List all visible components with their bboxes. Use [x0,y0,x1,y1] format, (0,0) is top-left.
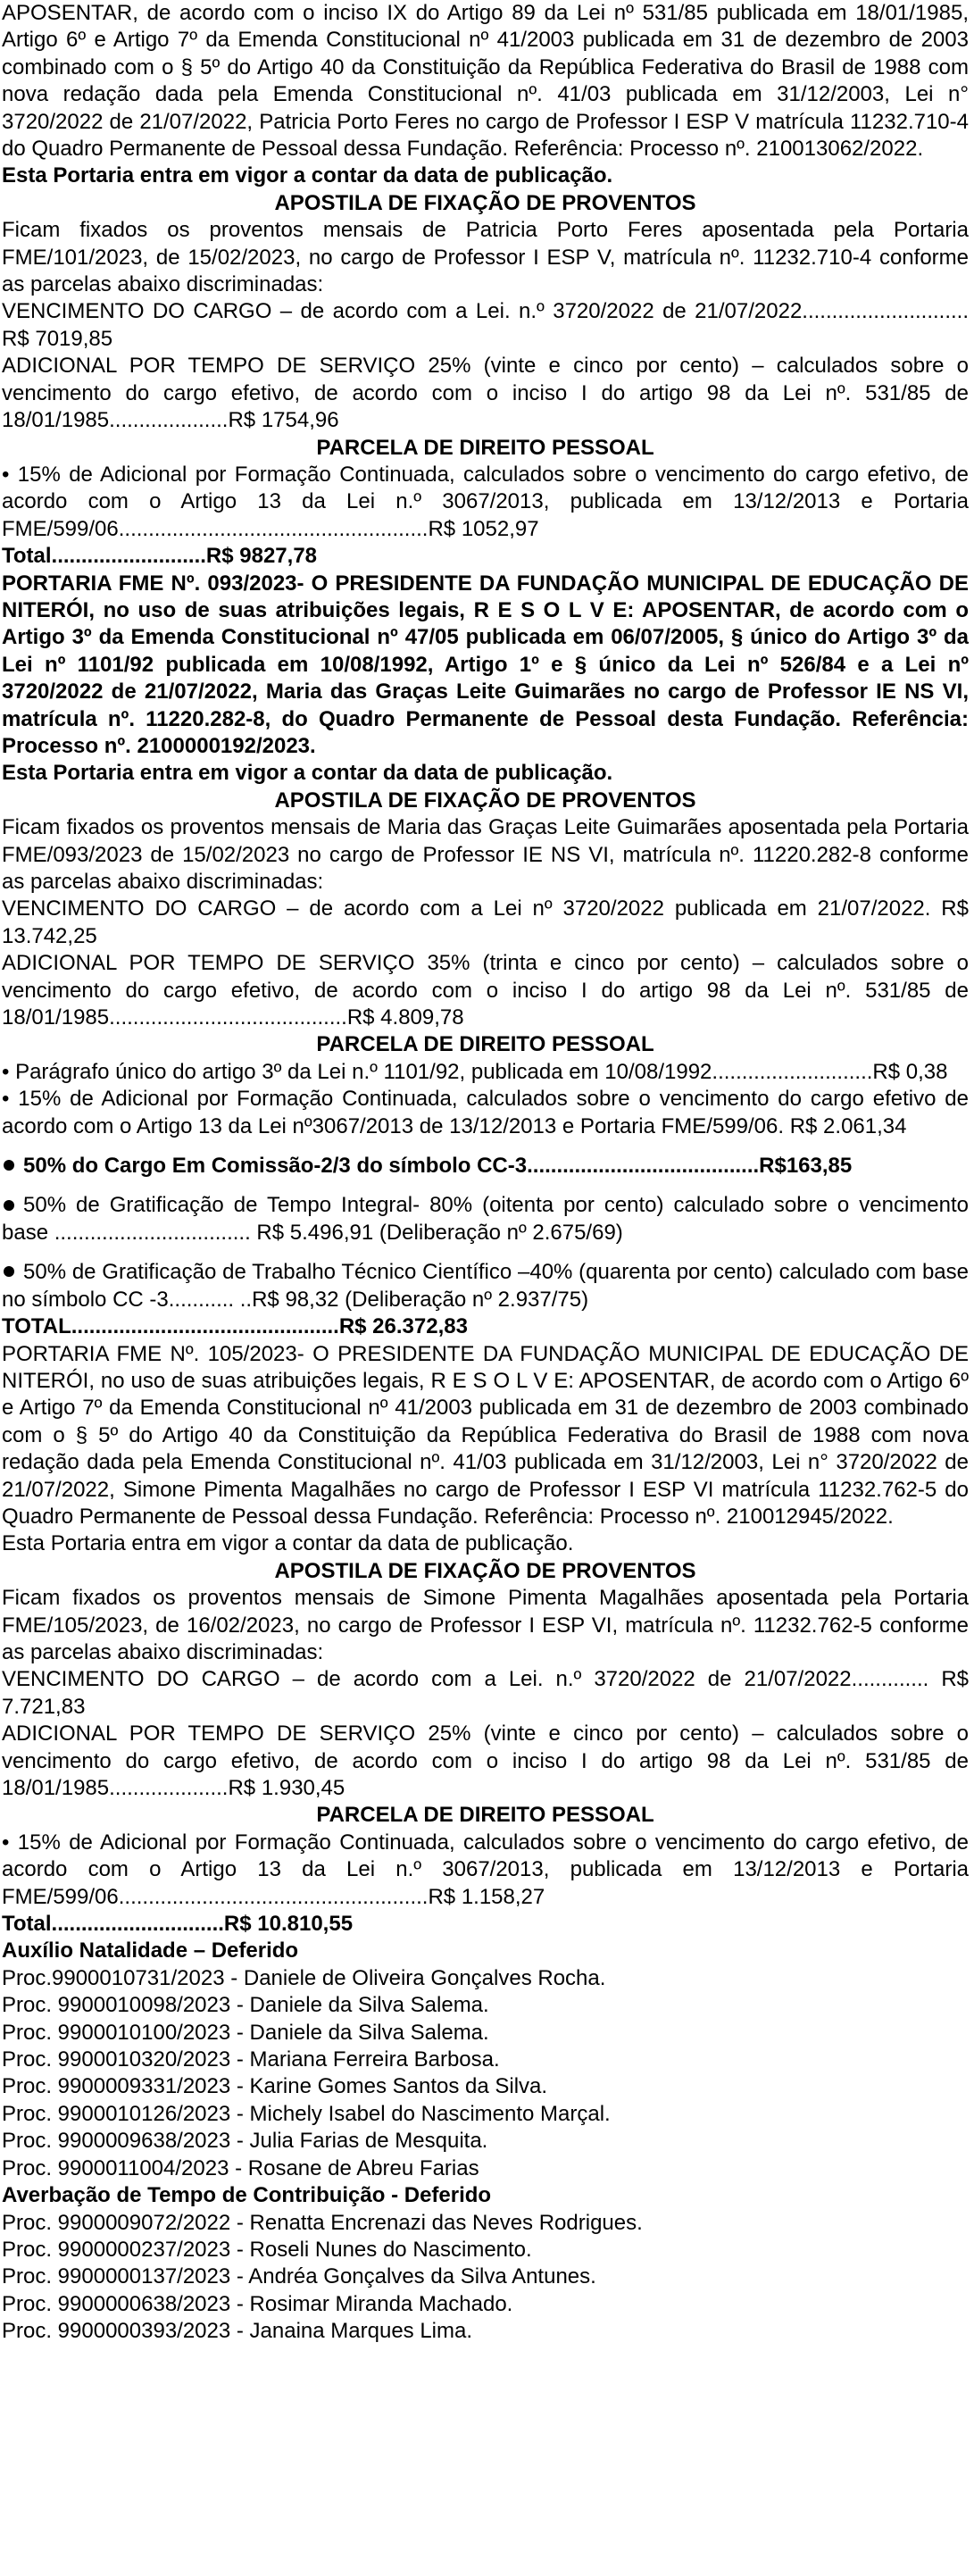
process-line: Proc. 9900010126/2023 - Michely Isabel do Nascimento Marçal. [2,2101,611,2126]
paragraph: VENCIMENTO DO CARGO – de acordo com a Lei. n.º 3720/2022 de 21/07/2022............. R$ 7.721,83 [2,1667,969,1719]
process-line: Proc. 9900010100/2023 - Daniele da Silva Salema. [2,2020,489,2045]
list-item [2,1259,969,1313]
section-heading: Averbação de Tempo de Contribuição - Deferido [2,2183,492,2208]
list-item [2,1153,969,1180]
section-heading: PARCELA DE DIREITO PESSOAL [316,1032,654,1057]
bullet-icon [4,1200,14,1211]
list-item: • 15% de Adicional por Formação Continuada, calculados sobre o vencimento do cargo efetivo, de acordo com o Artigo 13 da Lei n.º 3067/2013, publicada em 13/12/2013 e Portaria FME/599/06....................................................R$ 1052,97 [2,462,969,543]
list-item: • Parágrafo único do artigo 3º da Lei n.º 1101/92, publicada em 10/08/1992...........................R$ 0,38 [2,1059,969,1086]
list-item: • 15% de Adicional por Formação Continuada, calculados sobre o vencimento do cargo efetivo de acordo com o Artigo 13 da Lei nº3067/2013 de 13/12/2013 e Portaria FME/599/06. R$ 2.061,34 [2,1086,969,1140]
process-line: Proc. 9900000638/2023 - Rosimar Miranda Machado. [2,2291,513,2316]
process-line: Proc. 9900000393/2023 - Janaina Marques Lima. [2,2319,473,2344]
section-heading: PARCELA DE DIREITO PESSOAL [316,1803,654,1828]
process-line: Proc. 9900000137/2023 - Andréa Gonçalves da Silva Antunes. [2,2264,596,2289]
process-line: Proc. 9900009638/2023 - Julia Farias de Mesquita. [2,2129,488,2154]
section-heading: Auxílio Natalidade – Deferido [2,1938,299,1963]
paragraph: Ficam fixados os proventos mensais de Patricia Porto Feres aposentada pela Portaria FME/101/2023, de 15/02/2023, no cargo de Professor I ESP V, matrícula nº. 11232.710-4 conforme as parcelas abaixo discriminadas: [2,218,969,297]
total-line: TOTAL.............................................R$ 26.372,83 [2,1314,468,1339]
paragraph: PORTARIA FME Nº. 093/2023- O PRESIDENTE DA FUNDAÇÃO MUNICIPAL DE EDUCAÇÃO DE NITERÓI, no uso de suas atribuições legais, R E S O L V E: APOSENTAR, de acordo com o Artigo 3º da Emenda Constitucional nº 47/05 publicada em 06/07/2005, § único do Artigo 3º da Lei nº 1101/92 publicada em 10/08/1992, Artigo 1º e § único da Lei nº 526/84 e a Lei nº 3720/2022 de 21/07/2022, Maria das Graças Leite Guimarães no cargo de Professor IE NS VI, matrícula nº. 11220.282-8, do Quadro Permanente de Pessoal desta Fundação. Referência: Processo nº. 2100000192/2023. [2,571,969,758]
paragraph: VENCIMENTO DO CARGO – de acordo com a Lei nº 3720/2022 publicada em 21/07/2022. R$ 13.742,25 [2,896,969,948]
section-heading: APOSTILA DE FIXAÇÃO DE PROVENTOS [274,1558,696,1583]
paragraph: VENCIMENTO DO CARGO – de acordo com a Lei. n.º 3720/2022 de 21/07/2022............................ R$ 7019,85 [2,299,969,351]
paragraph: Ficam fixados os proventos mensais de Maria das Graças Leite Guimarães aposentada pela Portaria FME/093/2023 de 15/02/2023 no cargo de Professor IE NS VI, matrícula nº. 11220.282-8 conforme as parcelas abaixo discriminadas: [2,815,969,894]
total-line: Total..........................R$ 9827,78 [2,544,318,569]
paragraph: Esta Portaria entra em vigor a contar da data de publicação. [2,761,613,786]
paragraph: ADICIONAL POR TEMPO DE SERVIÇO 35% (trinta e cinco por cento) – calculados sobre o vencimento do cargo efetivo, de acordo com o inciso I do artigo 98 da Lei nº. 531/85 de 18/01/1985........................................R$ 4.809,78 [2,951,969,1030]
paragraph: ADICIONAL POR TEMPO DE SERVIÇO 25% (vinte e cinco por cento) – calculados sobre o vencimento do cargo efetivo, de acordo com o inciso I do artigo 98 da Lei nº. 531/85 de 18/01/1985....................R$ 1754,96 [2,354,969,433]
paragraph: Ficam fixados os proventos mensais de Simone Pimenta Magalhães aposentada pela Portaria FME/105/2023, de 16/02/2023, no cargo de Professor I ESP VI, matrícula nº. 11232.762-5 conforme as parcelas abaixo discriminadas: [2,1586,969,1664]
list-item-text: 50% do Cargo Em Comissão-2/3 do símbolo CC-3.......................................R$163,85 [23,1154,853,1179]
list-item [2,1192,969,1246]
section-heading: APOSTILA DE FIXAÇÃO DE PROVENTOS [274,788,696,813]
list-item: • 15% de Adicional por Formação Continuada, calculados sobre o vencimento do cargo efetivo, de acordo com o Artigo 13 da Lei n.º 3067/2013, publicada em 13/12/2013 e Portaria FME/599/06....................................................R$ 1.158,27 [2,1830,969,1911]
section-heading: PARCELA DE DIREITO PESSOAL [316,435,654,460]
bullet-icon [4,1266,14,1277]
process-line: Proc. 9900011004/2023 - Rosane de Abreu Farias [2,2155,479,2180]
paragraph: Esta Portaria entra em vigor a contar da data de publicação. [2,163,613,188]
list-item-text: 50% de Gratificação de Trabalho Técnico Científico –40% (quarenta por cento) calculado com base no símbolo CC -3........... ..R$ 98,32 (Deliberação nº 2.937/75) [2,1260,969,1312]
process-line: Proc. 9900009072/2022 - Renatta Encrenazi das Neves Rodrigues. [2,2210,643,2235]
process-line: Proc. 9900010320/2023 - Mariana Ferreira Barbosa. [2,2047,500,2072]
paragraph: PORTARIA FME Nº. 105/2023- O PRESIDENTE DA FUNDAÇÃO MUNICIPAL DE EDUCAÇÃO DE NITERÓI, no uso de suas atribuições legais, R E S O L V E: APOSENTAR, de acordo com o Artigo 6º e Artigo 7º da Emenda Constitucional nº 41/2003 publicada em 31 de dezembro de 2003 combinado com o § 5º do Artigo 40 da Constituição da República Federativa do Brasil de 1988 com nova redação dada pela Emenda Constitucional nº. 41/03 publicada em 31/12/2003, Lei n° 3720/2022 de 21/07/2022, Simone Pimenta Magalhães no cargo de Professor I ESP VI matrícula 11232.762-5 do Quadro Permanente de Pessoal dessa Fundação. Referência: Processo nº. 210012945/2022. [2,1341,969,1529]
paragraph: Esta Portaria entra em vigor a contar da data de publicação. [2,1531,574,1556]
process-line: Proc. 9900000237/2023 - Roseli Nunes do Nascimento. [2,2237,532,2262]
total-line: Total.............................R$ 10.810,55 [2,1912,354,1937]
process-line: Proc. 9900010098/2023 - Daniele da Silva Salema. [2,1993,489,2018]
bullet-icon [4,1160,14,1171]
section-heading: APOSTILA DE FIXAÇÃO DE PROVENTOS [274,190,696,215]
process-line: Proc.9900010731/2023 - Daniele de Oliveira Gonçalves Rocha. [2,1965,606,1990]
list-item-text: 50% de Gratificação de Tempo Integral- 80% (oitenta por cento) calculado sobre o vencimento base ................................. R$ 5.496,91 (Deliberação nº 2.675/69) [2,1193,969,1245]
paragraph: APOSENTAR, de acordo com o inciso IX do Artigo 89 da Lei nº 531/85 publicada em 18/01/1985, Artigo 6º e Artigo 7º da Emenda Constitucional nº 41/2003 publicada em 31 de dezembro de 2003 combinado com o § 5º do Artigo 40 da Constituição da República Federativa do Brasil de 1988 com nova redação dada pela Emenda Constitucional nº. 41/03 publicada em 31/12/2003, Lei n° 3720/2022 de 21/07/2022, Patricia Porto Feres no cargo de Professor I ESP V matrícula 11232.710-4 do Quadro Permanente de Pessoal dessa Fundação. Referência: Processo nº. 210013062/2022. [2,1,969,162]
process-line: Proc. 9900009331/2023 - Karine Gomes Santos da Silva. [2,2074,548,2099]
paragraph: ADICIONAL POR TEMPO DE SERVIÇO 25% (vinte e cinco por cento) – calculados sobre o vencimento do cargo efetivo, de acordo com o inciso I do artigo 98 da Lei nº. 531/85 de 18/01/1985....................R$ 1.930,45 [2,1722,969,1800]
